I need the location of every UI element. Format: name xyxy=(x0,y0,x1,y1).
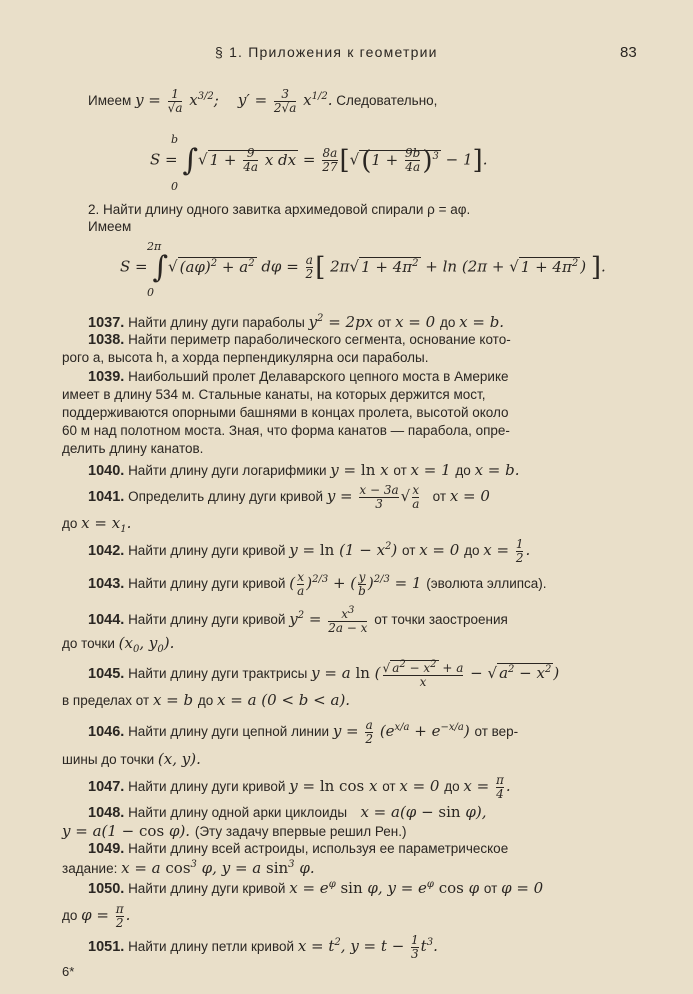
problem-1045-line2: в пределах от x = b до x = a (0 < b < a). xyxy=(62,691,351,709)
page-number: 83 xyxy=(620,44,637,61)
problem-1049 xyxy=(88,841,508,857)
problem-1051: 1051. Найти длину петли кривой $x = t^2$, y = t − $\frac{1}{3}$ $t^3$. xyxy=(88,933,438,961)
example-2-line1: 2. Найти длину одного завитка архимедовой спирали ρ = aφ. xyxy=(88,202,471,217)
word-ot: от xyxy=(483,881,498,896)
problem-text: Найти длину всей астроиды, используя ее параметрическое xyxy=(128,841,509,856)
problem-1046-line2: шины до точки (x, y). xyxy=(62,750,201,768)
problem-1037: 1037. Найти длину дуги параболы $y^2 = 2px$ от x = 0 до x = b. xyxy=(88,313,505,331)
problem-text: Найти длину дуги логарифмики xyxy=(128,463,327,478)
problem-text: Найти длину дуги кривой xyxy=(128,612,286,628)
problem-1039-line2: имеет в длину 534 м. Стальные канаты, на которых держится мост, xyxy=(62,387,486,402)
problem-text-tail: от точки заостроения xyxy=(374,612,508,628)
problem-number: 1042. xyxy=(88,543,125,560)
problem-text: Найти длину дуги параболы xyxy=(128,315,305,330)
problem-text: Найти длину дуги трактрисы xyxy=(128,666,308,682)
problem-note: (эволюта эллипса). xyxy=(426,576,547,592)
problem-1049-line2: задание: x = a $\cos^3 \varphi$, y = a $\sin^3 \varphi$. xyxy=(62,859,315,877)
problem-number: 1038. xyxy=(88,332,125,348)
problem-number: 1041. xyxy=(88,489,125,506)
int-lower-0b: 0 xyxy=(147,286,154,299)
signature-mark: 6* xyxy=(62,964,75,979)
problem-text: Определить длину дуги кривой xyxy=(128,489,324,505)
problem-number: 1043. xyxy=(88,576,125,593)
word-ot: от xyxy=(402,543,416,559)
problem-text: (Эту задачу впервые решил Рен.) xyxy=(194,824,407,839)
problem-text-tail: от вер- xyxy=(474,724,519,740)
problem-1043: 1043. Найти длину дуги кривой ( $\frac{x}{a}$ )$^{2/3}$ + ( $\frac{y}{b}$ )$^{2/3}$ = 1 (эволюта эллипса). xyxy=(88,570,547,598)
problem-1042: 1042. Найти длину дуги кривой $y = \ln (1 - x^2)$ от x = 0 до x = $\frac{1}{2}$ . xyxy=(88,537,531,565)
word-do: до xyxy=(464,543,480,559)
problem-text: Наибольший пролет Делаварского цепного моста в Америке xyxy=(128,369,509,384)
word-ot: от xyxy=(393,463,407,478)
problem-text: до xyxy=(62,908,78,924)
problem-number: 1051. xyxy=(88,939,125,956)
problem-number: 1050. xyxy=(88,881,125,897)
problem-text: в пределах от xyxy=(62,693,150,708)
word-do: до xyxy=(444,779,460,795)
problem-1046: 1046. Найти длину дуги цепной линии y = $\frac{a}{2}$ $(e^{x/a} + e^{-x/a})$ от вер- xyxy=(88,718,519,746)
problem-text: Найти длину одной арки циклоиды xyxy=(128,805,348,820)
problem-1048-line2: y = a(1 − cos φ). (Эту задачу впервые решил Рен.) xyxy=(62,822,407,840)
int-upper-b: b xyxy=(171,133,179,146)
problem-number: 1047. xyxy=(88,779,125,796)
formula-y: y = $\frac{1}{√a}$ $x^{3/2}$; y′ = $\frac{3}{2√a}$ $x^{1/2}$. xyxy=(135,87,333,115)
problem-number: 1045. xyxy=(88,666,125,683)
problem-number: 1049. xyxy=(88,841,125,857)
problem-text: Найти длину дуги кривой xyxy=(128,576,286,592)
formula-arc-length-parabola: S = ∫√ 1 + $\frac{9}{4a}$ x dx = $\frac{8a}{27}$ [√(1 + $\frac{9b}{4a}$ )$^3$ − 1]. xyxy=(150,143,488,178)
problem-text: Найти периметр параболического сегмента, основание кото- xyxy=(128,332,511,347)
section-title: § 1. Приложения к геометрии xyxy=(215,44,438,60)
problem-text: Найти длину петли кривой xyxy=(128,939,295,955)
word-ot: от xyxy=(382,779,396,795)
problem-1039 xyxy=(88,369,509,385)
problem-1048: 1048. Найти длину одной арки циклоиды x = a(φ − sin φ), xyxy=(88,803,487,821)
int-upper-2pi: 2π xyxy=(147,240,162,253)
problem-text: Найти длину дуги кривой xyxy=(128,881,286,896)
running-header xyxy=(0,44,693,66)
problem-1047: 1047. Найти длину дуги кривой y = ln cos x от x = 0 до x = $\frac{\pi}{4}$ . xyxy=(88,773,511,801)
problem-1039-line3: поддерживаются опорными башнями в концах пролета, высотой около xyxy=(62,405,509,420)
problem-1050-line2: до φ = $\frac{\pi}{2}$ . xyxy=(62,902,131,930)
problem-1039-line5: делить длину канатов. xyxy=(62,441,204,456)
problem-text: до точки xyxy=(62,636,115,651)
problem-1038-line2: рого a, высота h, а хорда перпендикулярна оси параболы. xyxy=(62,350,429,365)
problem-1050: 1050. Найти длину дуги кривой $x = e^\varphi$ sin φ, $y = e^\varphi$ cos φ от φ = 0 xyxy=(88,879,544,897)
intro-label: Имеем xyxy=(88,93,132,109)
problem-number: 1040. xyxy=(88,463,125,479)
word-do: до xyxy=(455,463,471,478)
problem-1038 xyxy=(88,332,511,348)
problem-text: до xyxy=(62,516,78,531)
word-do: до xyxy=(439,315,456,330)
problem-number: 1046. xyxy=(88,724,125,741)
problem-number: 1037. xyxy=(88,315,125,331)
formula-spiral-length: S = ∫√ $(a\varphi)^2 + a^2$ dφ = $\frac{a}{2}$ [ 2π√ $1 + 4\pi^2 + \ln (2\pi$ + √ $1 + 4\pi^2$ ) ]. xyxy=(120,250,606,285)
problem-1039-line4: 60 м над полотном моста. Зная, что форма канатов — парабола, опре- xyxy=(62,423,510,438)
problem-1040: 1040. Найти длину дуги логарифмики y = ln x от x = 1 до x = b. xyxy=(88,461,520,479)
problem-1044-line2: до точки ($x_0$, $y_0$). xyxy=(62,634,175,655)
problem-number: 1048. xyxy=(88,805,125,821)
problem-1044: 1044. Найти длину дуги кривой $y^2$ = $\frac{x^3}{2a - x}$ от точки заостроения xyxy=(88,605,508,635)
problem-text: задание: xyxy=(62,861,118,876)
problem-text: Найти длину дуги цепной линии xyxy=(128,724,330,740)
problem-1041: 1041. Определить длину дуги кривой y = $\frac{x - 3a}{3}$ √ $\frac{x}{a}$ от x = 0 xyxy=(88,483,490,511)
problem-1045: 1045. Найти длину дуги трактрисы y = a ln ( $\frac{√ a^2 - x^2 + a}{x}$ − √ $a^2 - x^2$ ) xyxy=(88,659,560,689)
problem-text: Найти длину дуги кривой xyxy=(128,779,286,795)
word-ot: от xyxy=(377,315,392,330)
intro-line xyxy=(88,88,437,114)
intro-mid: Следовательно, xyxy=(336,93,438,109)
problem-number: 1039. xyxy=(88,369,125,385)
word-ot: от xyxy=(432,489,447,505)
problem-1041-line2: до $x = x_1$. xyxy=(62,514,132,535)
problem-text: шины до точки xyxy=(62,752,155,767)
word-do: до xyxy=(197,693,214,708)
int-lower-0: 0 xyxy=(171,180,178,193)
problem-number: 1044. xyxy=(88,612,125,629)
problem-text: Найти длину дуги кривой xyxy=(128,543,286,559)
example-2-line2: Имеем xyxy=(88,219,132,234)
